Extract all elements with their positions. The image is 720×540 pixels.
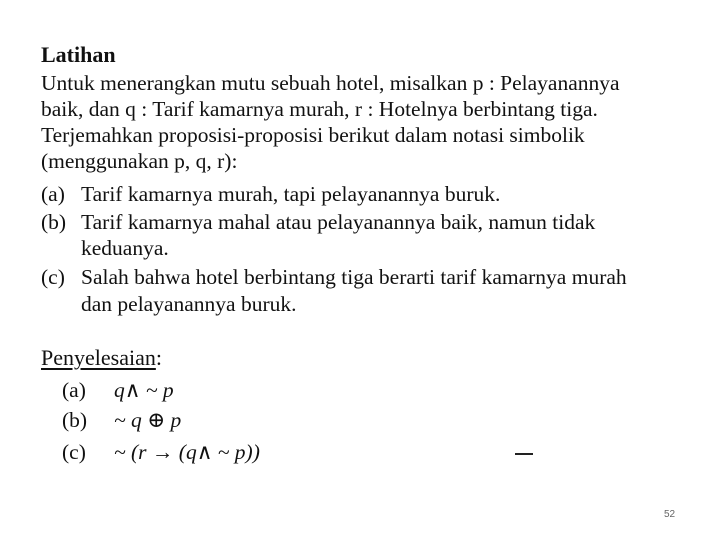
solution-heading: [41, 344, 162, 372]
exercise-item-a: [41, 181, 500, 207]
slide-title: Latihan: [41, 42, 116, 67]
answer-expression: ~ (r → (q∧ ~ p)): [114, 440, 260, 464]
exercise-item-text: Tarif kamarnya murah, tapi pelayanannya buruk.: [81, 182, 501, 206]
problem-line-1: Untuk menerangkan mutu sebuah hotel, misalkan p : Pelayanannya: [41, 71, 620, 95]
solution-heading-colon: :: [155, 345, 162, 370]
exercise-item-text: Salah bahwa hotel berbintang tiga berarti tarif kamarnya murah: [81, 265, 627, 289]
exercise-item-b: [41, 209, 595, 235]
decorative-dash: [515, 453, 533, 455]
page-number: 52: [664, 509, 676, 520]
answer-b: [62, 406, 181, 434]
answer-expression: ~ q ⊕ p: [114, 408, 182, 432]
exercise-item-label: (b): [41, 210, 67, 234]
answer-c: [62, 438, 260, 466]
answer-label: (c): [62, 440, 86, 464]
exercise-item-label: (c): [41, 265, 65, 289]
exercise-item-c-continuation: dan pelayanannya buruk.: [81, 292, 297, 316]
answer-label: (a): [62, 378, 86, 402]
problem-line-2: baik, dan q : Tarif kamarnya murah, r : Hotelnya berbintang tiga.: [41, 97, 598, 121]
exercise-item-text: Tarif kamarnya mahal atau pelayanannya baik, namun tidak: [81, 210, 596, 234]
exercise-item-c: [41, 264, 627, 290]
answer-label: (b): [62, 408, 88, 432]
problem-line-4: (menggunakan p, q, r):: [41, 149, 238, 173]
solution-heading-text: Penyelesaian: [41, 345, 156, 370]
answer-a: [62, 376, 174, 404]
problem-line-3: Terjemahkan proposisi-proposisi berikut dalam notasi simbolik: [41, 123, 585, 147]
exercise-item-label: (a): [41, 182, 65, 206]
answer-expression: q∧ ~ p: [114, 378, 174, 402]
exercise-item-b-continuation: keduanya.: [81, 236, 169, 260]
